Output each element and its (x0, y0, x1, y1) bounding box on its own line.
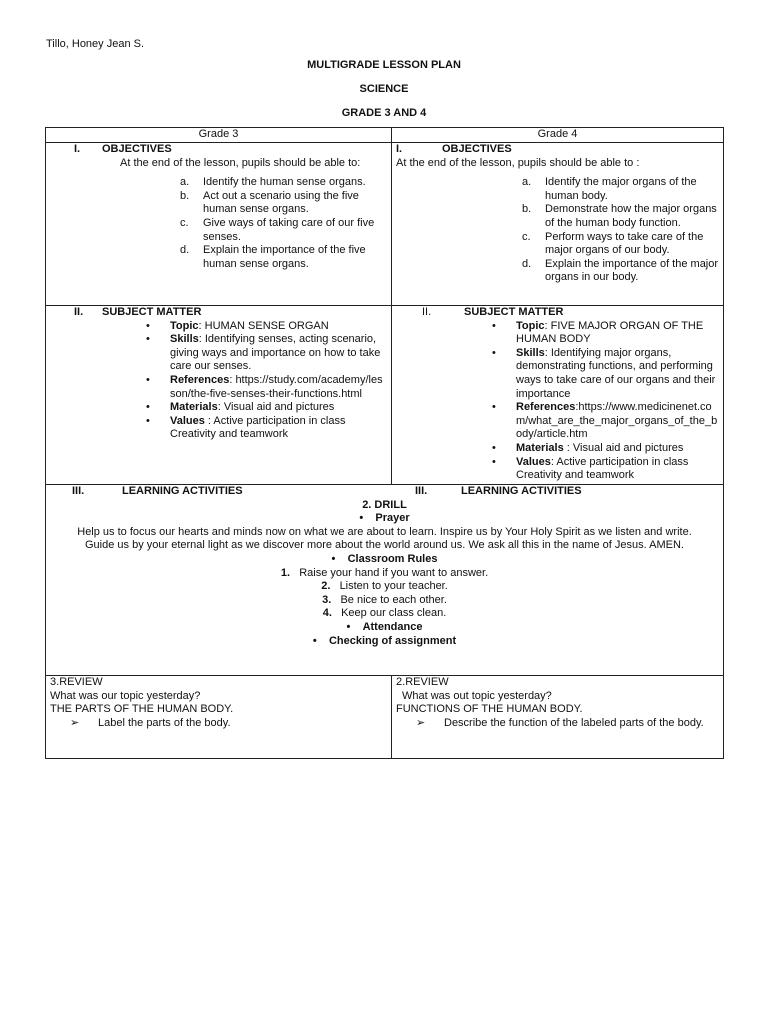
rule-item: 4. Keep our class clean. (322, 607, 447, 620)
review-question: What was our topic yesterday? (50, 689, 201, 702)
grade-3-header: Grade 3 (46, 128, 392, 143)
list-item: a. Identify the major organs of the human body. (522, 176, 697, 202)
checking-item: • Checking of assignment (312, 634, 457, 647)
arrow-bullet-icon: ➢ (416, 716, 426, 729)
review-question: What was out topic yesterday? (402, 689, 552, 702)
attendance-item: • Attendance (346, 620, 423, 633)
review-task: ➢ Label the parts of the body. (70, 716, 231, 729)
list-item: • Topic: FIVE MAJOR ORGAN OF THE HUMAN BODY (492, 319, 704, 346)
prayer-heading: • Prayer (359, 512, 410, 525)
objectives-grade-3 (46, 143, 392, 306)
author-name: Tillo, Honey Jean S. (46, 38, 145, 50)
grade-header-row (46, 128, 724, 143)
subject-matter-extra: Creativity and teamwork (516, 469, 634, 482)
learning-activities-row (46, 485, 724, 676)
prayer-text: Help us to focus our hearts and minds now on what we are about to learn. Inspire us by Your Holy Spirit as we listen and write. Guide us by your eternal light as we discover more about the world around us. We ask all this in the name of Jesus. AMEN. (77, 525, 692, 552)
list-item: c. Perform ways to take care of the major organs of our body. (522, 230, 704, 257)
review-task: ➢ Describe the function of the labeled parts of the body. (416, 716, 704, 729)
review-grade-4 (392, 676, 724, 759)
subject-matter-row (46, 306, 724, 485)
objectives-intro: At the end of the lesson, pupils should be able to: (120, 156, 361, 169)
doc-subject: SCIENCE (359, 83, 409, 95)
list-item: b. Act out a scenario using the five human sense organs. (180, 189, 359, 216)
subject-matter-list (50, 320, 387, 429)
list-item: c. Give ways of taking care of our five senses. (180, 216, 375, 243)
learning-activities-heading: III. LEARNING ACTIVITIES III. LEARNING ACTIVITIES (72, 485, 582, 497)
lesson-plan-table (45, 127, 724, 759)
section-heading: II. SUBJECT MATTER (422, 306, 564, 318)
list-item: • Materials : Visual aid and pictures (492, 441, 684, 454)
subject-matter-list (396, 320, 719, 470)
review-grade-3 (46, 676, 392, 759)
subject-matter-grade-4 (392, 306, 724, 485)
review-answer: THE PARTS OF THE HUMAN BODY. (50, 703, 234, 716)
subject-matter-extra: Creativity and teamwork (170, 428, 288, 441)
doc-grade-level: GRADE 3 AND 4 (341, 107, 427, 119)
list-item: • Topic: HUMAN SENSE ORGAN (146, 319, 329, 332)
list-item: • Values : Active participation in class (146, 414, 346, 427)
review-answer: FUNCTIONS OF THE HUMAN BODY. (396, 703, 583, 716)
list-item: • References: https://study.com/academy/lesson/the-five-senses-their-functions.html (146, 373, 383, 400)
objectives-list (396, 176, 719, 285)
subject-matter-grade-3 (46, 306, 392, 485)
list-item: • Skills: Identifying senses, acting scenario, giving ways and importance on how to take care our senses. (146, 333, 381, 373)
rule-item: 1. Raise your hand if you want to answer. (280, 566, 489, 579)
review-row (46, 676, 724, 759)
grade-4-header: Grade 4 (392, 128, 724, 143)
objectives-list (50, 176, 387, 271)
list-item: a. Identify the human sense organs. (180, 176, 366, 189)
review-heading: 2.REVIEW (396, 676, 449, 688)
list-item: • Materials: Visual aid and pictures (146, 401, 335, 414)
list-item: • Values: Active participation in class (492, 455, 689, 468)
section-heading: I. OBJECTIVES (74, 143, 172, 155)
list-item: • References:https://www.medicinenet.com/what_are_the_major_organs_of_the_body/article.htm (492, 401, 718, 441)
rule-item: 3. Be nice to each other. (322, 593, 447, 606)
arrow-bullet-icon: ➢ (70, 716, 80, 729)
objectives-intro: At the end of the lesson, pupils should be able to : (396, 156, 640, 169)
classroom-rules-heading: • Classroom Rules (331, 552, 438, 565)
list-item: • Skills: Identifying major organs, demonstrating functions, and performing ways to take care of our organs and their importance (492, 346, 716, 400)
list-item: b. Demonstrate how the major organs of the human body function. (522, 203, 717, 229)
doc-title: MULTIGRADE LESSON PLAN (307, 59, 461, 71)
rule-item: 2. Listen to your teacher. (321, 580, 448, 593)
list-item: d. Explain the importance of the five human sense organs. (180, 244, 366, 270)
document-titles (0, 59, 768, 131)
list-item: d. Explain the importance of the major organs in our body. (522, 257, 719, 284)
section-heading: I. OBJECTIVES (396, 143, 512, 155)
drill-heading: 2. DRILL (362, 498, 407, 511)
objectives-grade-4 (392, 143, 724, 306)
objectives-row (46, 143, 724, 306)
learning-activities-cell (46, 485, 724, 676)
review-heading: 3.REVIEW (50, 676, 103, 688)
section-heading: II. SUBJECT MATTER (74, 306, 202, 318)
